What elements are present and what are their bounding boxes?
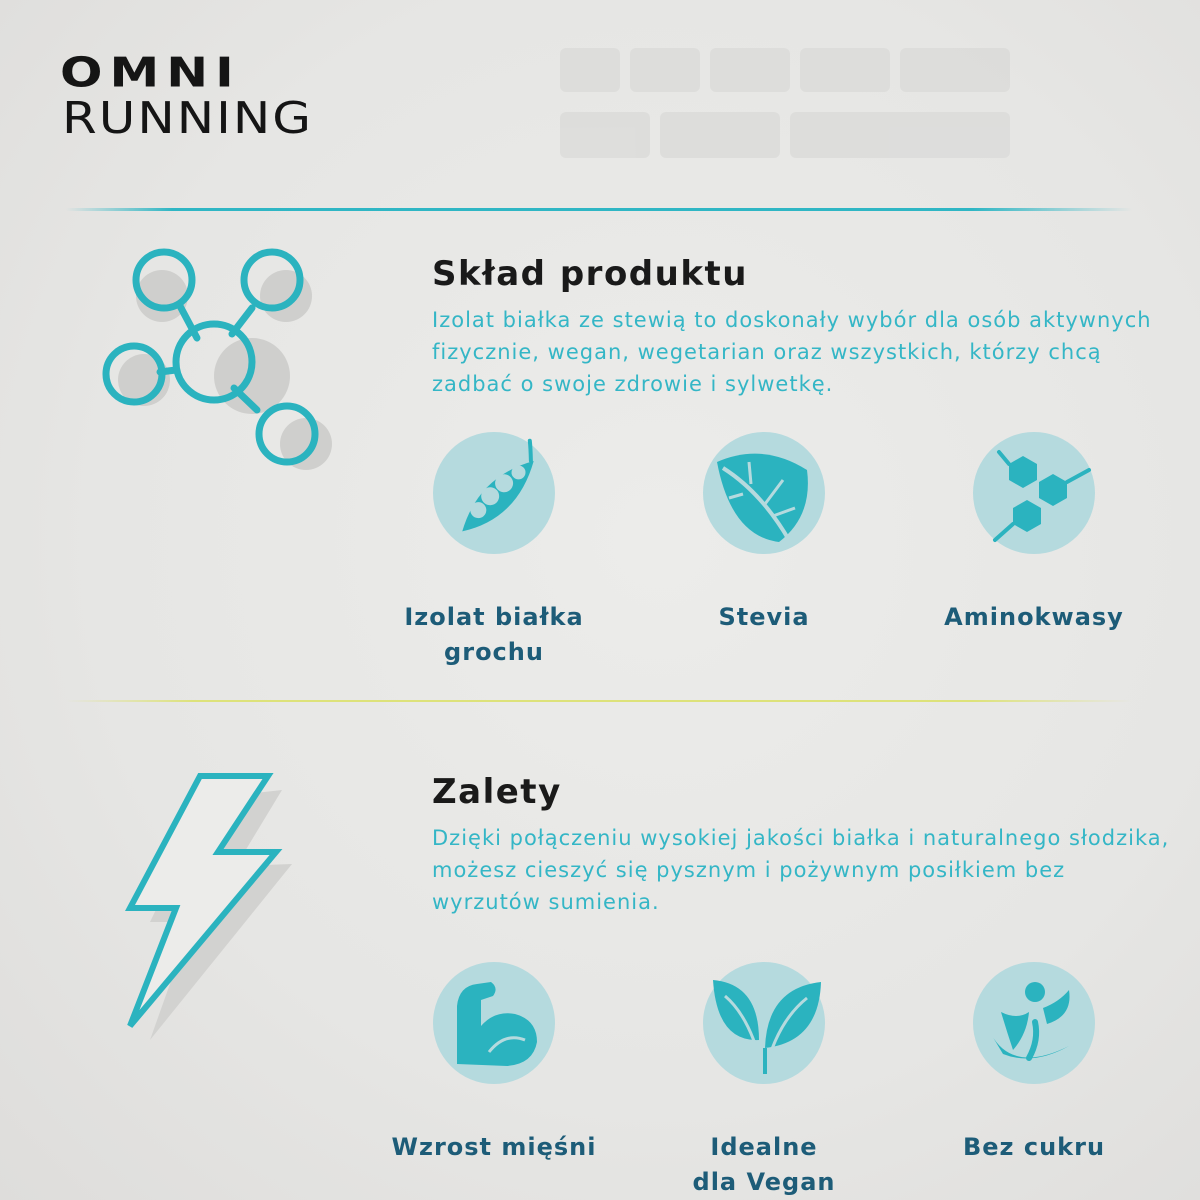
divider-middle [66, 700, 1132, 702]
feature-circle [973, 962, 1095, 1084]
feature-amino-acids [904, 432, 1164, 635]
feature-label: Idealne dla Vegan [692, 1133, 836, 1196]
feature-label: Stevia [718, 603, 810, 631]
feature-label: Bez cukru [962, 1133, 1106, 1161]
feature-muscle-growth [364, 962, 624, 1165]
background-watermark [560, 40, 1020, 170]
section-title-benefits: Zalety [432, 772, 562, 812]
molecule-icon [92, 248, 342, 502]
section-title-composition: Skład produktu [432, 254, 748, 294]
pea-pod-icon [433, 432, 555, 554]
feature-circle [973, 432, 1095, 554]
feature-vegan [634, 962, 894, 1200]
feature-label: Wzrost mięśni [391, 1133, 597, 1161]
flexed-arm-icon [433, 962, 555, 1084]
feature-pea-protein [364, 432, 624, 670]
two-leaves-icon [703, 962, 825, 1084]
watermark-shapes [560, 40, 1020, 170]
feature-sugar-free [904, 962, 1164, 1165]
lightning-bolt-icon [122, 770, 292, 1044]
feature-stevia [634, 432, 894, 635]
figure-no-sugar-icon [973, 962, 1095, 1084]
leaf-icon [703, 432, 825, 554]
brand-logo-omni: OMNI [60, 48, 241, 97]
brand-logo-running: RUNNING [62, 92, 314, 144]
feature-circle [433, 432, 555, 554]
feature-circle [433, 962, 555, 1084]
feature-label: Aminokwasy [944, 603, 1124, 631]
feature-label: Izolat białka grochu [404, 603, 584, 666]
feature-circle [703, 432, 825, 554]
divider-top [66, 208, 1132, 211]
hexagon-molecule-icon [973, 432, 1095, 554]
feature-circle [703, 962, 825, 1084]
section-desc-benefits: Dzięki połączeniu wysokiej jakości białka i naturalnego słodzika, możesz cieszyć się pysznym i pożywnym posiłkiem bez wyrzutów sumienia. [432, 826, 1170, 914]
section-desc-composition: Izolat białka ze stewią to doskonały wybór dla osób aktywnych fizycznie, wegan, wegetarian oraz wszystkich, którzy chcą zadbać o swoje zdrowie i sylwetkę. [432, 308, 1152, 396]
